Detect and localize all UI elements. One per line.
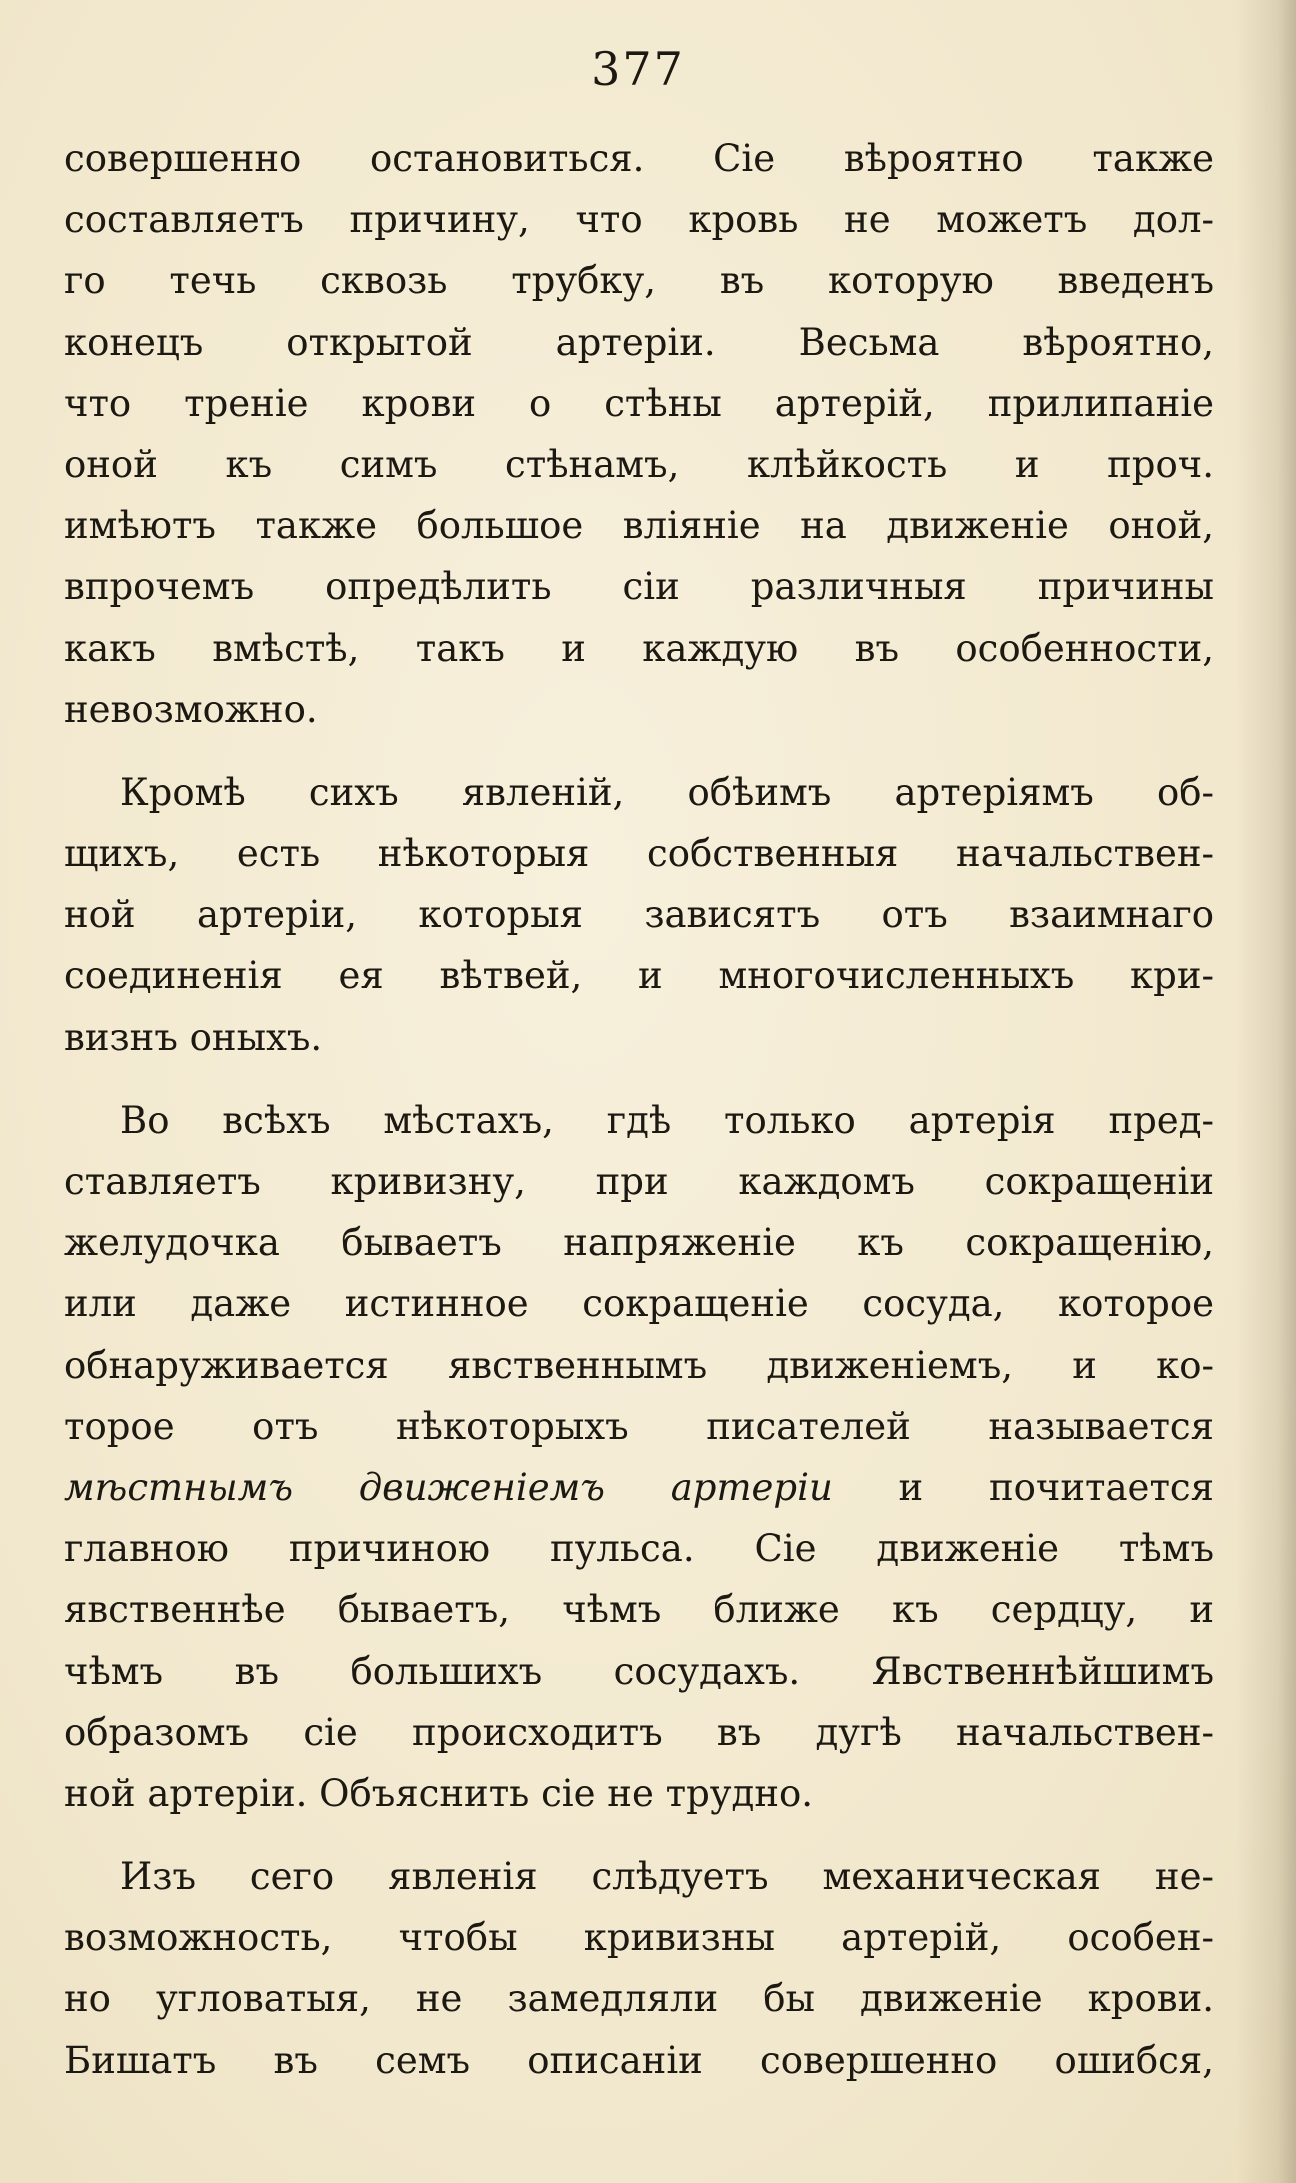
text-line: Бишатъ въ семъ описаніи совершенно ошибся, (64, 2038, 1214, 2082)
text-line: соединенія ея вѣтвей, и многочисленныхъ кри- (64, 954, 1214, 998)
text-line: конецъ открытой артеріи. Весьма вѣроятно, (64, 320, 1214, 364)
text-line: чѣмъ въ большихъ сосудахъ. Явственнѣйшимъ (64, 1649, 1214, 1693)
text-line: обнаруживается явственнымъ движеніемъ, и ко- (64, 1343, 1214, 1387)
text-line: ной артеріи. Объяснить сіе не трудно. (64, 1771, 814, 1815)
text-line: ставляетъ кривизну, при каждомъ сокращеніи (64, 1160, 1214, 1203)
text-line: Кромѣ сихъ явленій, обѣимъ артеріямъ об- (120, 770, 1214, 814)
text-line: совершенно остановиться. Сіе вѣроятно также (64, 137, 1214, 180)
text-line: щихъ, есть нѣкоторыя собственныя начальствен- (64, 832, 1214, 876)
text-line: имѣютъ также большое вліяніе на движеніе оной, (64, 504, 1214, 548)
text-line: впрочемъ опредѣлить сіи различныя причины (64, 565, 1214, 609)
text-line: го течь сквозь трубку, въ которую введенъ (64, 259, 1214, 303)
page-gutter-shadow (1236, 0, 1296, 2183)
text-line: Изъ сего явленія слѣдуетъ механическая не- (120, 1855, 1214, 1899)
text-line: торое отъ нѣкоторыхъ писателей называется (64, 1404, 1214, 1448)
text-line-rest: и почитается (898, 1465, 1214, 1509)
page-number: 377 (591, 42, 685, 96)
text-line: или даже истинное сокращеніе сосуда, которое (64, 1282, 1214, 1326)
italic-term: мѣстнымъ движеніемъ артеріи (64, 1465, 833, 1509)
text-line: образомъ сіе происходитъ въ дугѣ начальствен- (64, 1710, 1214, 1754)
text-line: составляетъ причину, что кровь не можетъ дол- (64, 198, 1214, 242)
text-line: возможность, чтобы кривизны артерій, особен- (64, 1916, 1214, 1960)
text-line: желудочка бываетъ напряженіе къ сокращенію, (64, 1221, 1214, 1265)
text-line: ной артеріи, которыя зависятъ отъ взаимнаго (64, 893, 1214, 937)
text-line: Во всѣхъ мѣстахъ, гдѣ только артерія пред- (120, 1098, 1214, 1142)
text-line: явственнѣе бываетъ, чѣмъ ближе къ сердцу, и (64, 1588, 1214, 1632)
text-line (64, 1457, 1214, 1518)
text-line: визнъ оныхъ. (64, 1015, 323, 1059)
text-line: невозможно. (64, 687, 318, 731)
text-line: оной къ симъ стѣнамъ, клѣйкость и проч. (64, 442, 1214, 486)
text-line: главною причиною пульса. Сіе движеніе тѣмъ (64, 1527, 1214, 1571)
text-line: но угловатыя, не замедляли бы движеніе крови. (64, 1977, 1214, 2021)
text-line: что треніе крови о стѣны артерій, прилипаніе (64, 381, 1214, 425)
body-text (64, 128, 1214, 2091)
text-line: какъ вмѣстѣ, такъ и каждую въ особенности, (64, 626, 1214, 670)
